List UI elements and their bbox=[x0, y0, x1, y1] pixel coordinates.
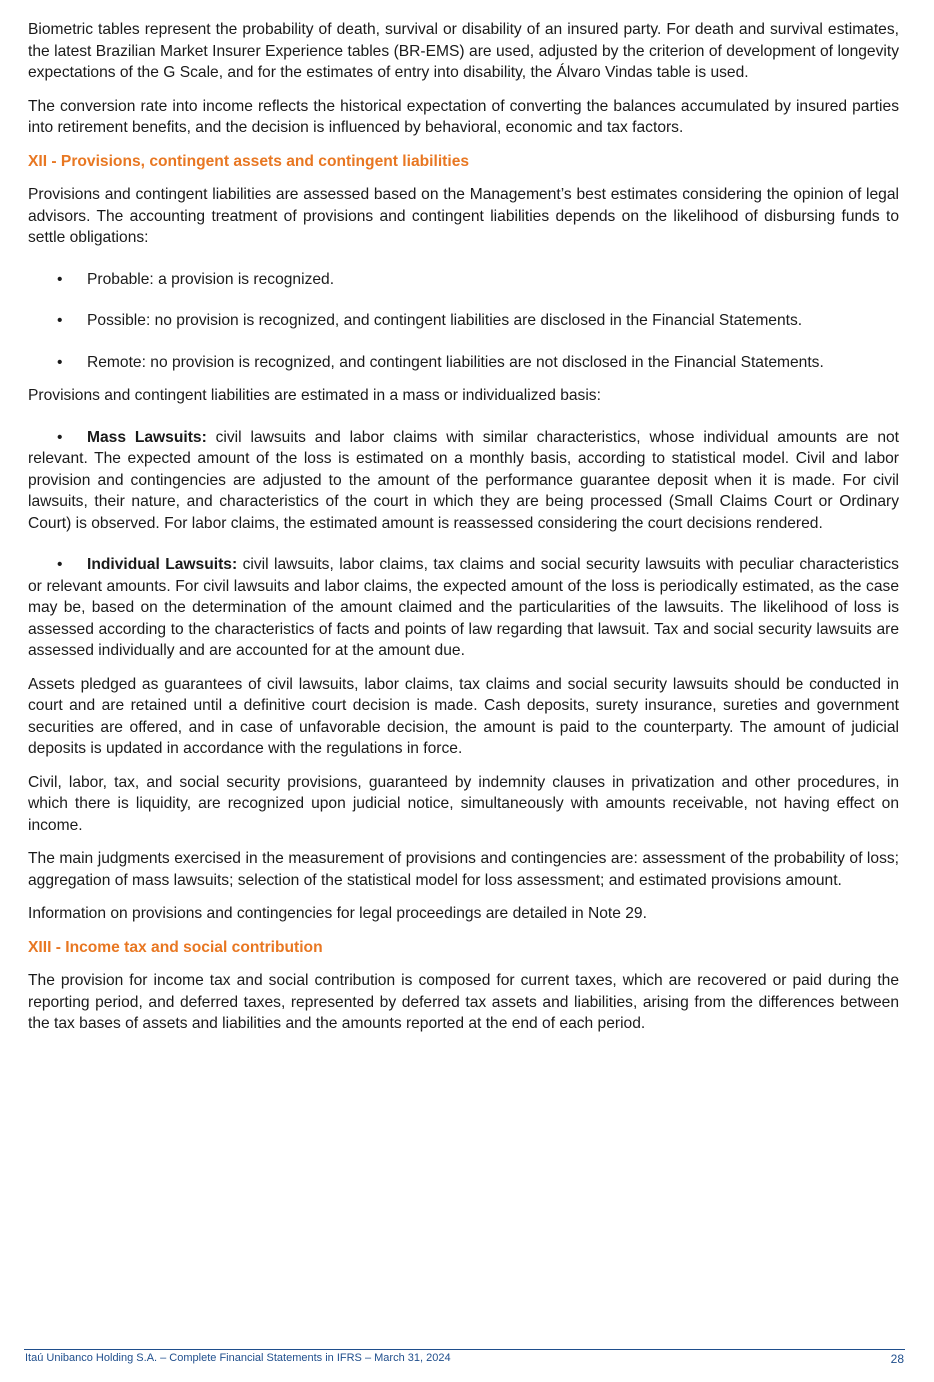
paragraph-mass-or-individual: Provisions and contingent liabilities are estimated in a mass or individualized basis: bbox=[28, 387, 601, 404]
bullet-icon: • bbox=[57, 312, 63, 329]
section-heading-xii: XII - Provisions, contingent assets and contingent liabilities bbox=[28, 152, 470, 170]
list-item-text: Remote: no provision is recognized, and contingent liabilities are not disclosed in the Financial Statements. bbox=[87, 353, 824, 371]
paragraph-provisions-intro: Provisions and contingent liabilities are assessed based on the Management’s best estimates considering the opinion of legal advisors. The accounting treatment of provisions and contingent liabilities depends on the likelihood of disbursing funds to settle obligations: bbox=[28, 186, 899, 246]
bullet-icon: • bbox=[57, 353, 63, 371]
list-item bbox=[28, 269, 899, 291]
list-item-term: Mass Lawsuits: bbox=[87, 428, 207, 446]
list-item bbox=[28, 427, 899, 535]
paragraph-biometric: Biometric tables represent the probability of death, survival or disability of an insured party. For death and survival estimates, the latest Brazilian Market Insurer Experience tables (BR-EMS) are used, adjusted by the criterion of development of longevity expectations of the G Scale, and for the estimates of entry into disability, the Álvaro Vindas table is used. bbox=[28, 21, 899, 81]
paragraph-income-tax: The provision for income tax and social contribution is composed for current taxes, which are recovered or paid during the reporting period, and deferred taxes, represented by deferred tax assets and liabilities, arising from the differences between the tax bases of assets and liabilities and the amounts reported at the end of each period. bbox=[28, 972, 899, 1032]
list-item-text: Probable: a provision is recognized. bbox=[87, 270, 335, 288]
paragraph-indemnity: Civil, labor, tax, and social security provisions, guaranteed by indemnity clauses in privatization and other procedures, in which there is liquidity, are recognized upon judicial notice, simultaneously with amounts receivable, not having effect on income. bbox=[28, 773, 899, 834]
bullet-icon: • bbox=[57, 556, 63, 573]
document-body bbox=[28, 19, 899, 1047]
paragraph-judgments: The main judgments exercised in the measurement of provisions and contingencies are: assessment of the probability of loss; aggregation of mass lawsuits; selection of the statistical model for loss assessment; and estimated provisions amount. bbox=[28, 850, 899, 889]
list-item-text: Possible: no provision is recognized, and contingent liabilities are disclosed in the Financial Statements. bbox=[87, 312, 803, 329]
bullet-icon: • bbox=[57, 270, 63, 288]
section-heading-xiii: XIII - Income tax and social contribution bbox=[28, 938, 323, 956]
paragraph-assets-pledged: Assets pledged as guarantees of civil lawsuits, labor claims, tax claims and social security lawsuits should be conducted in court and are retained until a definitive court decision is made. Cash deposits, surety insurance, sureties and government securities are offered, and in case of unfavorable decision, the amount is paid to the counterparty. The amount of judicial deposits is updated in accordance with the regulations in force. bbox=[28, 675, 899, 757]
paragraph-note29: Information on provisions and contingencies for legal proceedings are detailed in Note 29. bbox=[28, 905, 647, 922]
list-item-term: Individual Lawsuits: bbox=[87, 556, 238, 573]
footer-company-title: Itaú Unibanco Holding S.A. – Complete Financial Statements in IFRS – March 31, 2024 bbox=[25, 1352, 451, 1364]
list-item-text: civil lawsuits, labor claims, tax claims and social security lawsuits with peculiar characteristics or relevant amounts. For civil lawsuits and labor claims, the expected amount of the loss is periodically estimated, as the case may be, based on the determination of the amount claimed and the particularities of the lawsuits. The likelihood of loss is assessed according to the characteristics of facts and points of law regarding that lawsuit. Tax and social security lawsuits are assessed individually and are accounted for at the amount due. bbox=[28, 556, 899, 659]
bullet-icon: • bbox=[57, 428, 63, 446]
list-item-text: civil lawsuits and labor claims with similar characteristics, whose individual amounts are not relevant. The expected amount of the loss is estimated on a monthly basis, according to statistical model. Civil and labor provision and contingencies are adjusted to the amount of the performance guarantee deposit when it is made. For civil lawsuits, their nature, and characteristics of the court in which they are being processed (Small Claims Court or Ordinary Court) is observed. For labor claims, the estimated amount is reassessed considering the court decisions rendered. bbox=[28, 428, 899, 532]
page-number: 28 bbox=[890, 1352, 904, 1366]
paragraph-conversion: The conversion rate into income reflects the historical expectation of converting the balances accumulated by insured parties into retirement benefits, and the decision is influenced by behavioral, economic and tax factors. bbox=[28, 97, 899, 136]
list-item bbox=[28, 310, 899, 332]
list-item bbox=[28, 352, 899, 374]
list-item bbox=[28, 554, 899, 662]
footer-divider bbox=[24, 1349, 905, 1350]
